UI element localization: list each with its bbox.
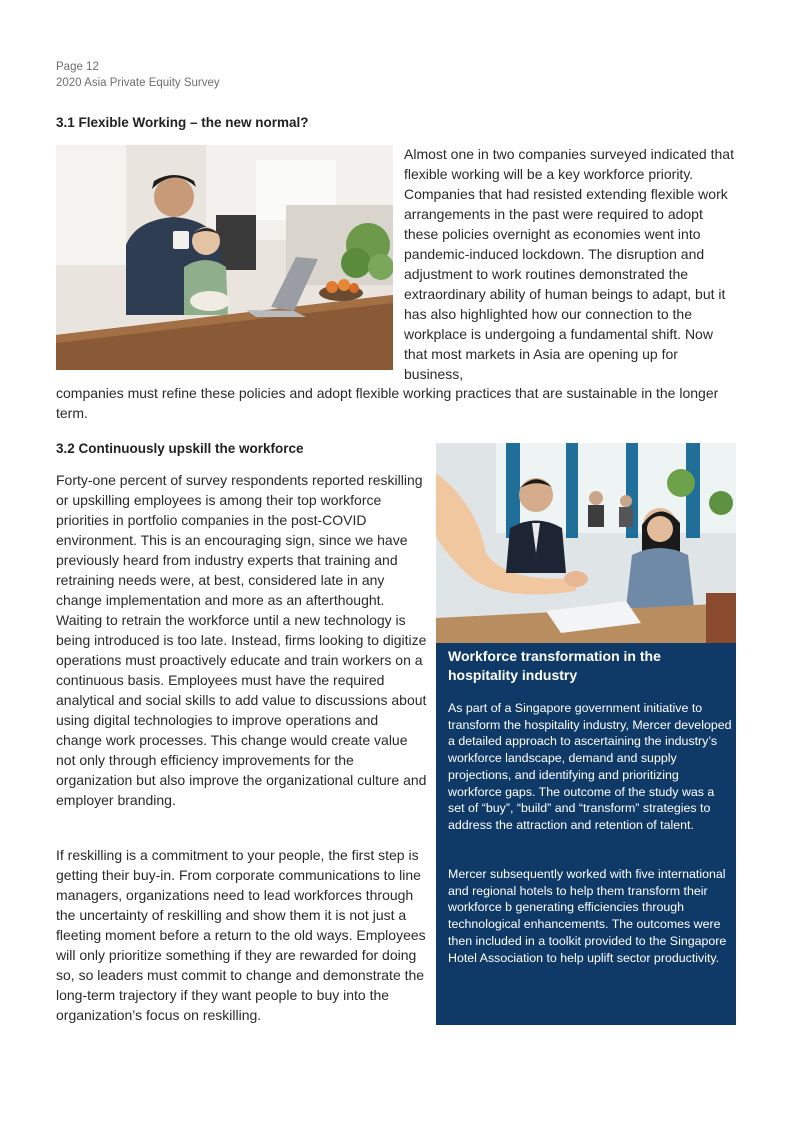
case-study-paragraph-2: Mercer subsequently worked with five international and regional hotels to help them transform their workforce b generating efficiencies through technological enhancements. The outcomes were then included in a toolkit provided to the Singapore Hotel Association to help uplift sector productivity.: [448, 867, 727, 965]
flexible-working-photo: [56, 145, 393, 370]
section-3-1-heading: 3.1 Flexible Working – the new normal?: [56, 115, 309, 130]
page-number: Page 12: [56, 61, 99, 73]
case-study-title: Workforce transformation in the hospitality industry: [448, 648, 661, 683]
case-study-box: [436, 443, 736, 1025]
publication-title: 2020 Asia Private Equity Survey: [56, 77, 220, 89]
section-3-1-paragraph-wrap: Almost one in two companies surveyed indicated that flexible working will be a key workforce priority. Companies that had resisted extending flexible work arrangements in the past were required to adopt these policies overnight as economies went into pandemic-induced lockdown. The disruption and adjustment to work routines demonstrated the extraordinary ability of human beings to adapt, but it has also highlighted how our connection to the workplace is undergoing a fundamental shift. Now that most markets in Asia are opening up for business,: [404, 146, 734, 382]
page-header: [56, 59, 220, 91]
hospitality-photo: [436, 443, 736, 643]
section-3-1-paragraph-continued: companies must refine these policies and adopt flexible working practices that are sustainable in the longer term.: [56, 385, 719, 421]
section-3-2-heading: 3.2 Continuously upskill the workforce: [56, 441, 304, 456]
flexible-working-illustration: [56, 145, 393, 370]
section-3-2-paragraph-2: If reskilling is a commitment to your people, the first step is getting their buy-in. From corporate communications to line managers, organizations need to lead workforces through the uncertainty of reskilling and show them it is not just a fleeting moment before a return to the old ways. Employees will only prioritize something if they are rewarded for doing so, so leaders must commit to change and demonstrate the long-term trajectory if they want people to buy into the organization’s focus on reskilling.: [56, 847, 426, 1023]
case-study-paragraph-1: As part of a Singapore government initiative to transform the hospitality industry, Mercer developed a detailed approach to ascertaining the industry’s workforce landscape, demand and supply projections, and identifying and prioritizing workforce gaps. The outcome of the study was a set of “buy”, “build” and “transform” strategies to address the attraction and retention of talent.: [448, 701, 732, 832]
handshake-illustration: [436, 443, 736, 643]
section-3-2-paragraph-1: Forty-one percent of survey respondents reported reskilling or upskilling employees is among their top workforce priorities in portfolio companies in the post-COVID environment. This is an encouraging sign, since we have previously heard from industry experts that training and retraining needs were, at best, considered late in any change implementation and more as an afterthought. Waiting to retrain the workforce until a new technology is being introduced is too late. Instead, firms looking to digitize operations must proactively educate and train workers on a continuous basis. Employees must have the required analytical and social skills to add value to discussions about using digital technologies to improve operations and change work processes. This change would create value not only through efficiency improvements for the organization but also improve the organizational culture and employer branding.: [56, 472, 427, 808]
